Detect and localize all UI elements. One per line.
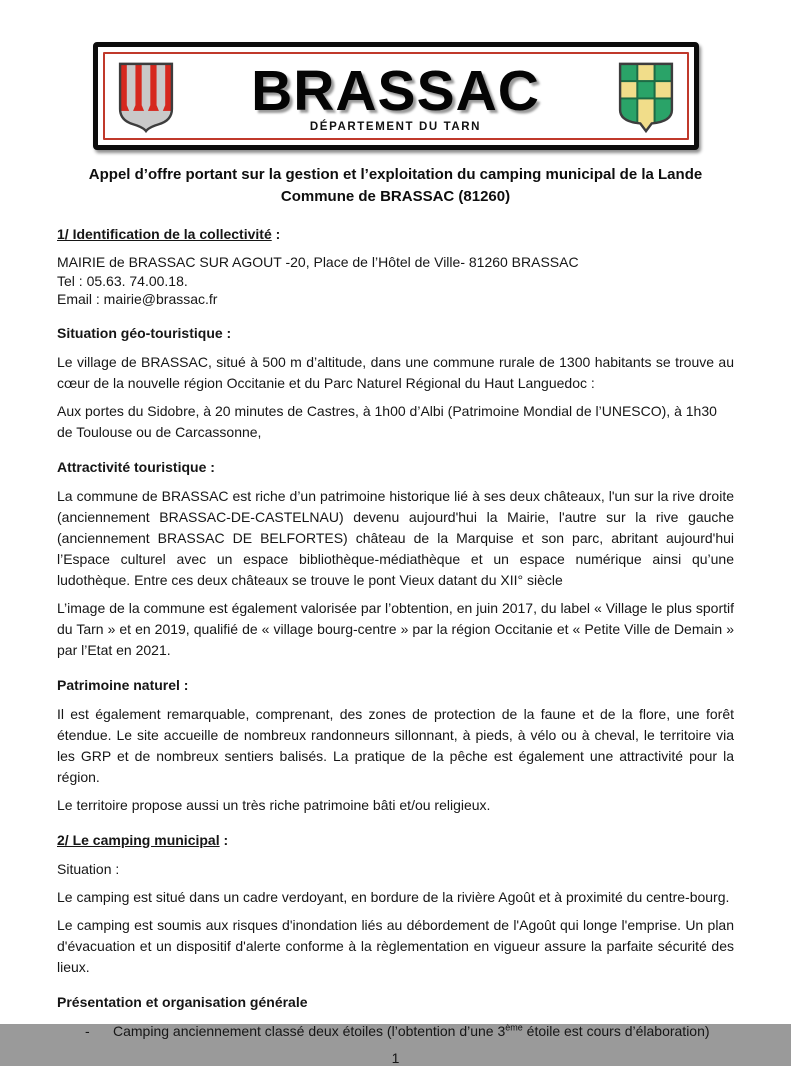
subheading-presentation: Présentation et organisation générale (57, 993, 308, 1010)
subheading-attractivite: Attractivité touristique : (57, 458, 215, 475)
paragraph-geo-1: Le village de BRASSAC, situé à 500 m d’altitude, dans une commune rurale de 1300 habitants se trouve au cœur de la nouvelle région Occitanie et du Parc Naturel Régional du Haut Languedoc : (57, 353, 734, 391)
label-situation: Situation : (57, 860, 120, 877)
bullet-dash: - (85, 1022, 90, 1039)
logo-inner-frame (103, 52, 689, 140)
address-block (57, 253, 734, 309)
subheading-patrimoine: Patrimoine naturel : (57, 676, 189, 693)
list-item-camping-stars (57, 1021, 734, 1042)
document-title-line1: Appel d’offre portant sur la gestion et l’exploitation du camping municipal de la Lande (88, 166, 703, 183)
checker-shield-icon (617, 61, 675, 133)
email-line: Email : mairie@brassac.fr (57, 291, 218, 307)
phone-line: Tel : 05.63. 74.00.18. (57, 272, 188, 289)
brassac-logo-banner (93, 42, 699, 150)
document-title (57, 164, 734, 208)
logo-title: BRASSAC (251, 58, 540, 123)
section-heading-camping: 2/ Le camping municipal : (57, 831, 229, 848)
paragraph-patrimoine-2: Le territoire propose aussi un très riche patrimoine bâti et/ou religieux. (57, 796, 491, 813)
paragraph-camping-2: Le camping est soumis aux risques d'inondation liés au débordement de l'Agoût qui longe l'emprise. Un plan d'évacuation et un dispositif d'alerte conforme à la règlementation en vigueur assure la parfaite sécurité des lieux. (57, 916, 734, 975)
superscript-eme: ème (505, 1021, 523, 1032)
paragraph-attractivite-2: L’image de la commune est également valorisée par l’obtention, en juin 2017, du label « Village le plus sportif du Tarn » et en 2019, qualifié de « village bourg-centre » par la région Occitanie et « Petite Ville de Demain » par l’Etat en 2021. (57, 599, 734, 658)
logo-text-block (175, 58, 617, 133)
logo-subtitle: DÉPARTEMENT DU TARN (309, 120, 482, 133)
page-number: 1 (391, 1049, 400, 1066)
paragraph-patrimoine-1: Il est également remarquable, comprenant, des zones de protection de la faune et de la flore, une forêt étendue. Le site accueille de nombreux randonneurs sillonnant, à pieds, à vélo ou à cheval, le territoire via les GRP et de nombreux sentiers balisés. La pratique de la pêche est également une attractivité pour la région. (57, 705, 734, 785)
bullet-text: Camping anciennement classé deux étoiles (l’obtention d’une 3ème étoile est cours d’élaboration) (113, 1021, 710, 1039)
document-title-line2: Commune de BRASSAC (81260) (280, 188, 511, 205)
subheading-geo-touristique: Situation géo-touristique : (57, 324, 232, 341)
pales-shield-icon (117, 61, 175, 133)
paragraph-geo-2: Aux portes du Sidobre, à 20 minutes de Castres, à 1h00 d’Albi (Patrimoine Mondial de l’UNESCO), à 1h30 de Toulouse ou de Carcassonne, (57, 402, 717, 440)
paragraph-camping-1: Le camping est situé dans un cadre verdoyant, en bordure de la rivière Agoût et à proximité du centre-bourg. (57, 888, 730, 905)
address-line: MAIRIE de BRASSAC SUR AGOUT -20, Place de l’Hôtel de Ville- 81260 BRASSAC (57, 254, 579, 270)
section-heading-identification: 1/ Identification de la collectivité : (57, 226, 281, 242)
paragraph-attractivite-1: La commune de BRASSAC est riche d’un patrimoine historique lié à ses deux châteaux, l'un sur la rive droite (anciennement BRASSAC-DE-CASTELNAU) devenu aujourd'hui la Mairie, l'autre sur la rive gauche (anciennement BRASSAC DE BELFORTES) château de la Marquise et son parc, abritant aujourd'hui l’Espace culturel avec un espace bibliothèque-médiathèque et un espace numérique ainsi qu’une ludothèque. Entre ces deux châteaux se trouve le pont Vieux datant du XII° siècle (57, 487, 734, 588)
